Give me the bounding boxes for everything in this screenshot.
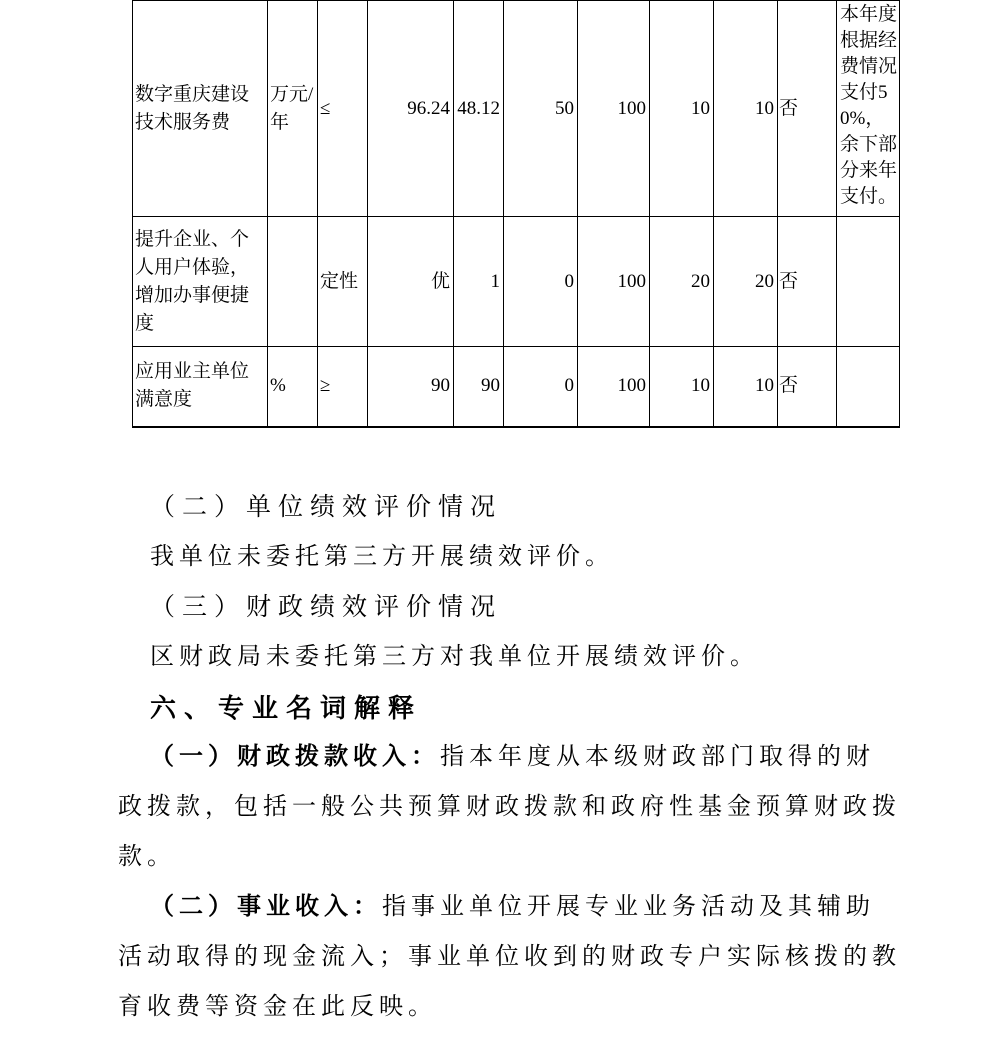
table-cell: 48.12 — [454, 1, 504, 217]
table-cell: 否 — [778, 1, 837, 217]
table-cell: ≥ — [318, 347, 368, 427]
table-cell: 10 — [650, 347, 714, 427]
table-cell: % — [268, 347, 318, 427]
document-line — [150, 895, 875, 919]
text-run: 政拨款，包括一般公共预算财政拨款和政府性基金预算财政拨 — [118, 794, 901, 820]
table-cell: 优 — [368, 217, 454, 347]
table-cell: 10 — [650, 1, 714, 217]
table-cell: 否 — [778, 347, 837, 427]
document-line — [150, 545, 614, 569]
table-cell: 1 — [454, 217, 504, 347]
table-cell: 90 — [454, 347, 504, 427]
table-cell: 20 — [650, 217, 714, 347]
section-heading — [150, 495, 502, 520]
section-heading — [150, 695, 422, 721]
table-cell: 定性 — [318, 217, 368, 347]
text-run: 活动取得的现金流入；事业单位收到的财政专户实际核拨的教 — [118, 944, 901, 970]
table-row — [133, 1, 900, 217]
table-cell: ≤ — [318, 1, 368, 217]
text-run: 我单位未委托第三方开展绩效评价。 — [150, 544, 614, 570]
text-run: 区财政局未委托第三方对我单位开展绩效评价。 — [150, 644, 759, 670]
text-run: 六、专业名词解释 — [150, 693, 423, 723]
table-cell: 100 — [578, 347, 650, 427]
table-row — [133, 217, 900, 347]
bold-text-run: （二）事业收入： — [150, 894, 382, 920]
text-run: 指本年度从本级财政部门取得的财 — [440, 744, 875, 770]
table-cell: 0 — [504, 217, 578, 347]
text-run: 育收费等资金在此反映。 — [118, 994, 437, 1020]
document-line — [118, 795, 901, 819]
table-cell: 50 — [504, 1, 578, 217]
table-cell: 应用业主单位满意度 — [133, 347, 268, 427]
table-cell — [268, 217, 318, 347]
text-run: （二）单位绩效评价情况 — [150, 494, 503, 521]
document-line — [118, 995, 437, 1019]
table-row — [133, 347, 900, 427]
document-line — [150, 745, 875, 769]
bold-text-run: （一）财政拨款收入： — [150, 744, 440, 770]
table-cell: 万元/年 — [268, 1, 318, 217]
table-cell: 数字重庆建设技术服务费 — [133, 1, 268, 217]
performance-indicator-table — [132, 0, 900, 428]
table-cell — [837, 347, 900, 427]
text-run: 指事业单位开展专业业务活动及其辅助 — [382, 894, 875, 920]
table-cell — [837, 217, 900, 347]
table-cell: 0 — [504, 347, 578, 427]
text-run: （三）财政绩效评价情况 — [150, 594, 503, 621]
text-run: 款。 — [118, 844, 176, 870]
table-cell: 100 — [578, 217, 650, 347]
table-cell: 90 — [368, 347, 454, 427]
table-cell: 10 — [714, 1, 778, 217]
table-cell: 20 — [714, 217, 778, 347]
document-line — [118, 945, 901, 969]
document-line — [118, 845, 176, 869]
table-cell: 96.24 — [368, 1, 454, 217]
table-cell: 10 — [714, 347, 778, 427]
table-cell: 否 — [778, 217, 837, 347]
document-line — [150, 645, 759, 669]
performance-table-body — [133, 1, 900, 427]
table-cell: 本年度根据经费情况支付50%，余下部分来年支付。 — [837, 1, 900, 217]
section-heading — [150, 595, 502, 620]
table-cell: 100 — [578, 1, 650, 217]
table-cell: 提升企业、个人用户体验，增加办事便捷度 — [133, 217, 268, 347]
